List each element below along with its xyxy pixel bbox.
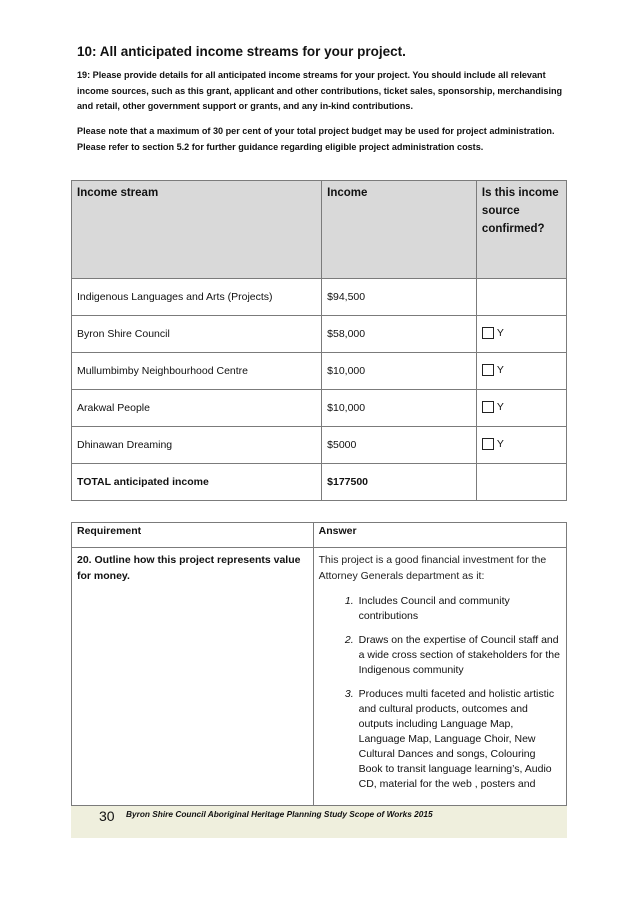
total-row — [72, 464, 567, 501]
income-amount-cell: $10,000 — [322, 353, 477, 390]
confirmed-cell — [476, 427, 566, 464]
list-item: 1. Includes Council and community contributions — [357, 594, 561, 624]
confirmed-label: Y — [496, 437, 504, 450]
list-item: 2. Draws on the expertise of Council staff and a wide cross section of stakeholders for the Indigenous community — [357, 633, 561, 678]
income-amount-cell: $5000 — [322, 427, 477, 464]
confirmed-cell — [476, 390, 566, 427]
table-row — [72, 316, 567, 353]
answer-cell — [313, 548, 566, 806]
requirement-table-header — [72, 523, 567, 548]
question-19-text: 19: Please provide details for all anticipated income streams for your project. You should include all relevant income sources, such as this grant, applicant and other contributions, ticket sales, sponsorship, merchandising and retail, other government support or grants, and any in-kind contributions. — [77, 70, 563, 111]
confirmed-cell — [476, 353, 566, 390]
income-stream-cell: Mullumbimby Neighbourhood Centre — [72, 353, 322, 390]
income-stream-cell: Arakwal People — [72, 390, 322, 427]
income-amount-cell: $10,000 — [322, 390, 477, 427]
confirmed-cell — [476, 279, 566, 316]
total-label: TOTAL anticipated income — [72, 464, 322, 501]
income-stream-cell: Byron Shire Council — [72, 316, 322, 353]
header-income: Income — [322, 181, 477, 279]
income-amount-cell: $94,500 — [322, 279, 477, 316]
requirement-cell — [72, 548, 314, 806]
income-table — [71, 180, 567, 501]
income-amount-cell: $58,000 — [322, 316, 477, 353]
checkbox[interactable] — [482, 438, 494, 450]
table-row — [72, 427, 567, 464]
header-answer: Answer — [313, 523, 566, 548]
page-number: 30 — [99, 808, 115, 824]
income-stream-cell: Dhinawan Dreaming — [72, 427, 322, 464]
total-confirmed-cell — [476, 464, 566, 501]
confirmed-label: Y — [496, 326, 504, 339]
admin-note-text: Please note that a maximum of 30 per cent of your total project budget may be used for project administration. Please refer to section 5.2 for further guidance regarding eligible project administration costs. — [77, 126, 555, 152]
question-20-text: 20. Outline how this project represents value for money. — [77, 554, 301, 582]
total-value: $177500 — [322, 464, 477, 501]
list-item: 3. Produces multi faceted and holistic artistic and cultural products, outcomes and outputs including Language Map, Language Map, Language Choir, New Cultural Dances and songs, Colouring Book to transit language learning’s, Audio CD, material for the web , posters and — [357, 687, 561, 792]
header-requirement: Requirement — [72, 523, 314, 548]
checkbox[interactable] — [482, 327, 494, 339]
checkbox[interactable] — [482, 401, 494, 413]
confirmed-label: Y — [496, 363, 504, 376]
confirmed-label: Y — [496, 400, 504, 413]
table-row — [72, 390, 567, 427]
requirement-table — [71, 522, 567, 806]
table-row — [72, 353, 567, 390]
header-confirmed: Is this income source confirmed? — [476, 181, 566, 279]
table-row — [72, 279, 567, 316]
section-heading: 10: All anticipated income streams for your project. — [77, 44, 406, 59]
income-stream-cell: Indigenous Languages and Arts (Projects) — [72, 279, 322, 316]
checkbox[interactable] — [482, 364, 494, 376]
confirmed-cell — [476, 316, 566, 353]
header-income-stream: Income stream — [72, 181, 322, 279]
answer-intro: This project is a good financial investment for the Attorney Generals department as it: — [318, 554, 547, 582]
table-row — [72, 548, 567, 806]
page-footer — [71, 806, 567, 838]
footer-text: Byron Shire Council Aboriginal Heritage Planning Study Scope of Works 2015 — [126, 809, 433, 819]
answer-list — [319, 594, 561, 792]
income-table-header — [72, 181, 567, 279]
